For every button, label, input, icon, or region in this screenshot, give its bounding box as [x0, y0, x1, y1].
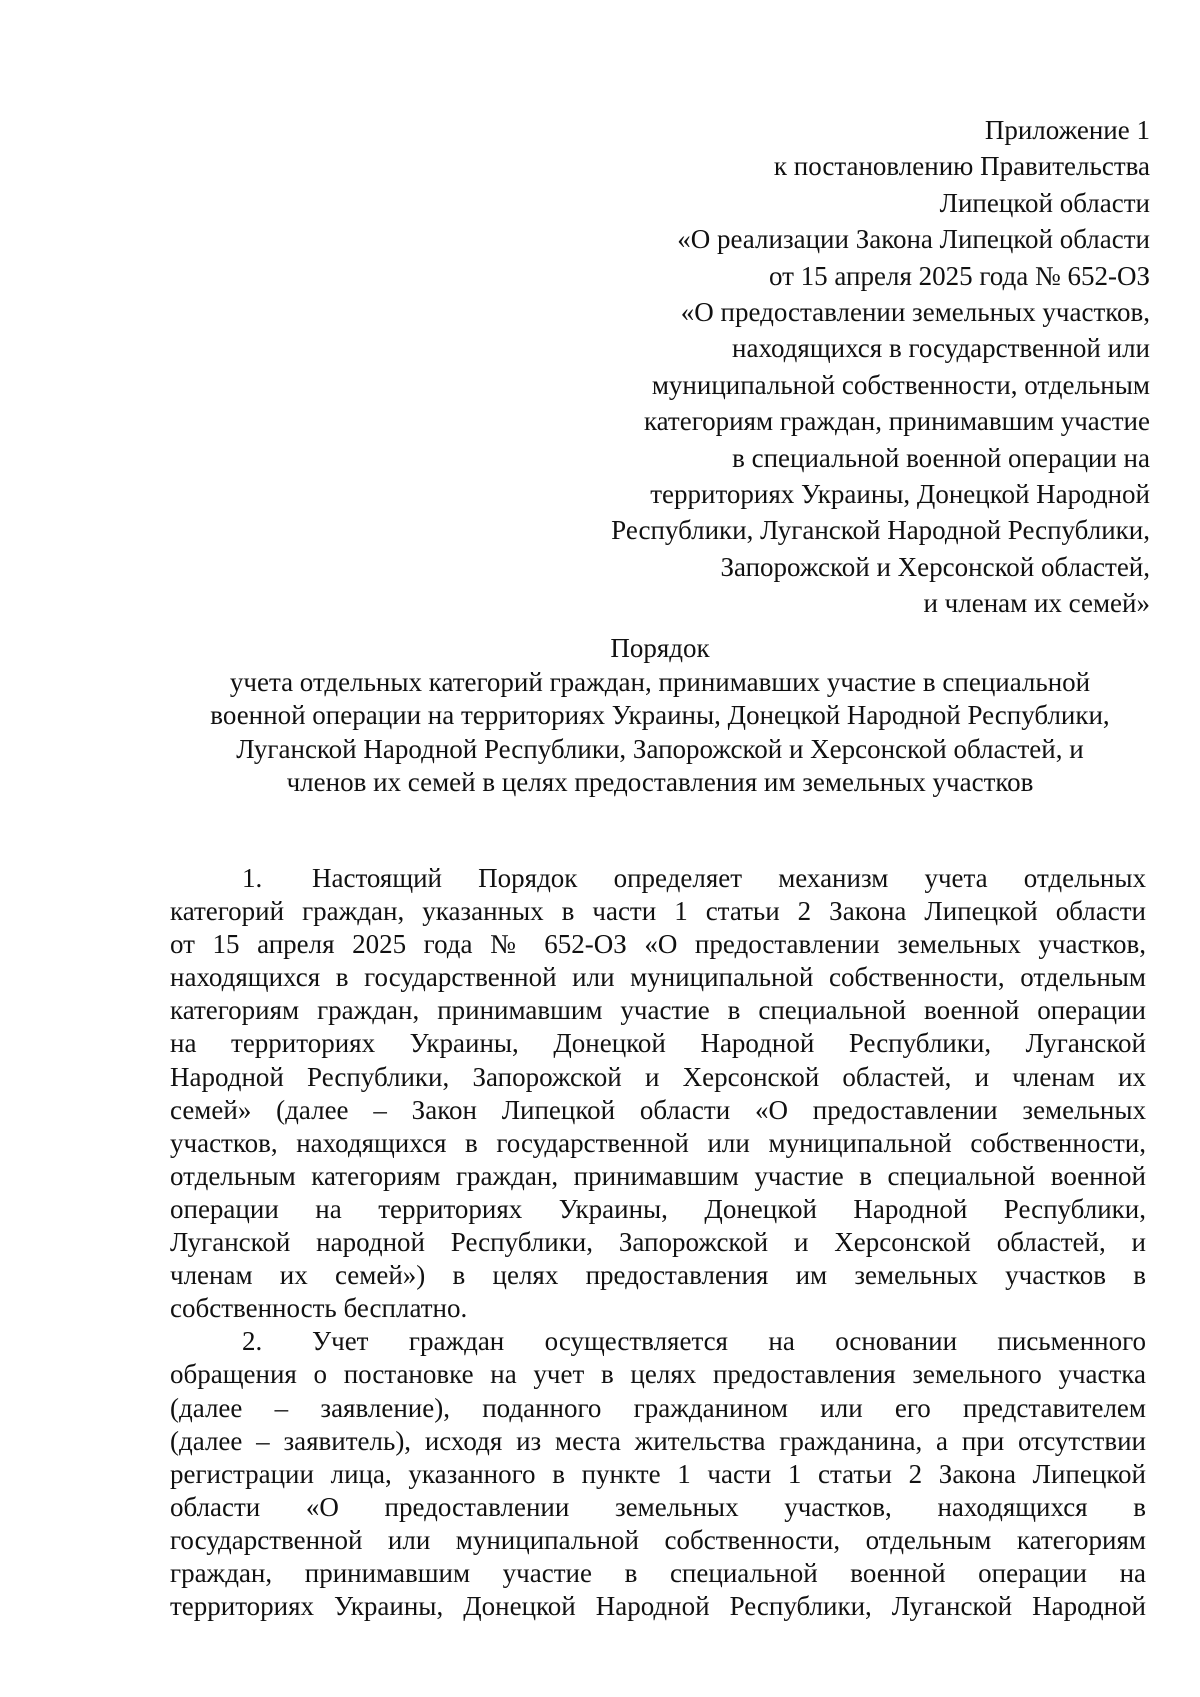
- appendix-line: в специальной военной операции на: [732, 442, 1150, 473]
- paragraph-line: граждан, принимавшим участие в специальной военной операции на: [170, 1557, 1146, 1588]
- document-title: [170, 632, 1150, 800]
- paragraph-line: области «О предоставлении земельных участков, находящихся в: [170, 1491, 1146, 1522]
- paragraph-line: (далее – заявление), поданного гражданином или его представителем: [170, 1392, 1146, 1423]
- appendix-line: к постановлению Правительства: [773, 151, 1150, 182]
- paragraph-line: Народной Республики, Запорожской и Херсонской областей, и членам их: [170, 1061, 1146, 1092]
- title-line: Луганской Народной Республики, Запорожской и Херсонской областей, и: [236, 733, 1084, 764]
- paragraph-line: (далее – заявитель), исходя из места жительства гражданина, а при отсутствии: [170, 1425, 1146, 1456]
- paragraph-line: отдельным категориям граждан, принимавшим участие в специальной военной: [170, 1160, 1146, 1191]
- appendix-line: Липецкой области: [939, 187, 1150, 218]
- paragraph-line: операции на территориях Украины, Донецкой Народной Республики,: [170, 1193, 1146, 1224]
- paragraph-line: территориях Украины, Донецкой Народной Республики, Луганской Народной: [170, 1591, 1146, 1622]
- paragraph-line: категориям граждан, принимавшим участие в специальной военной операции: [170, 995, 1146, 1026]
- paragraph-line: регистрации лица, указанного в пункте 1 части 1 статьи 2 Закона Липецкой: [170, 1458, 1146, 1489]
- appendix-line: Республики, Луганской Народной Республики,: [611, 515, 1150, 546]
- appendix-line: «О предоставлении земельных участков,: [680, 297, 1150, 328]
- paragraph-line: от 15 апреля 2025 года № 652-ОЗ «О предоставлении земельных участков,: [170, 929, 1146, 960]
- paragraph-2: [170, 1325, 1146, 1623]
- appendix-line: категориям граждан, принимавшим участие: [643, 406, 1150, 437]
- appendix-line: от 15 апреля 2025 года № 652-ОЗ: [768, 260, 1150, 291]
- paragraph-line: участков, находящихся в государственной или муниципальной собственности,: [170, 1127, 1146, 1158]
- appendix-line: Запорожской и Херсонской областей,: [720, 551, 1150, 582]
- title-heading: Порядок: [610, 633, 710, 663]
- paragraph-line: находящихся в государственной или муниципальной собственности, отдельным: [170, 962, 1146, 993]
- title-line: военной операции на территориях Украины, Донецкой Народной Республики,: [210, 700, 1110, 730]
- paragraph-line: [170, 1325, 1146, 1358]
- appendix-line: находящихся в государственной или: [732, 333, 1150, 364]
- document-body: [170, 862, 1146, 1623]
- paragraph-line: [170, 862, 1146, 895]
- paragraph-line: членам их семей») в целях предоставления им земельных участков в: [170, 1260, 1146, 1291]
- paragraph-line: собственность бесплатно.: [170, 1293, 468, 1324]
- title-line: членов их семей в целях предоставления им земельных участков: [286, 767, 1034, 797]
- paragraph-line: семей» (далее – Закон Липецкой области «О предоставлении земельных: [170, 1094, 1146, 1125]
- paragraph-line: Луганской народной Республики, Запорожской и Херсонской областей, и: [170, 1227, 1146, 1258]
- paragraph-1: [170, 862, 1146, 1325]
- appendix-line: территориях Украины, Донецкой Народной: [650, 479, 1150, 510]
- paragraph-text: Учет граждан осуществляется на основании письменного: [312, 1326, 1146, 1357]
- appendix-line: «О реализации Закона Липецкой области: [677, 224, 1150, 255]
- paragraph-number: 2.: [242, 1326, 263, 1357]
- appendix-line: муниципальной собственности, отдельным: [651, 369, 1150, 400]
- paragraph-number: 1.: [242, 863, 263, 893]
- paragraph-line: государственной или муниципальной собственности, отдельным категориям: [170, 1524, 1146, 1555]
- paragraph-line: категорий граждан, указанных в части 1 статьи 2 Закона Липецкой области: [170, 896, 1146, 927]
- paragraph-text: Настоящий Порядок определяет механизм учета отдельных: [312, 863, 1146, 893]
- paragraph-line: обращения о постановке на учет в целях предоставления земельного участка: [170, 1359, 1146, 1390]
- appendix-line: Приложение 1: [984, 115, 1150, 145]
- paragraph-line: на территориях Украины, Донецкой Народной Республики, Луганской: [170, 1028, 1146, 1059]
- appendix-line: и членам их семей»: [923, 588, 1150, 619]
- appendix-header: [530, 112, 1150, 622]
- title-line: учета отдельных категорий граждан, принимавших участие в специальной: [229, 666, 1091, 697]
